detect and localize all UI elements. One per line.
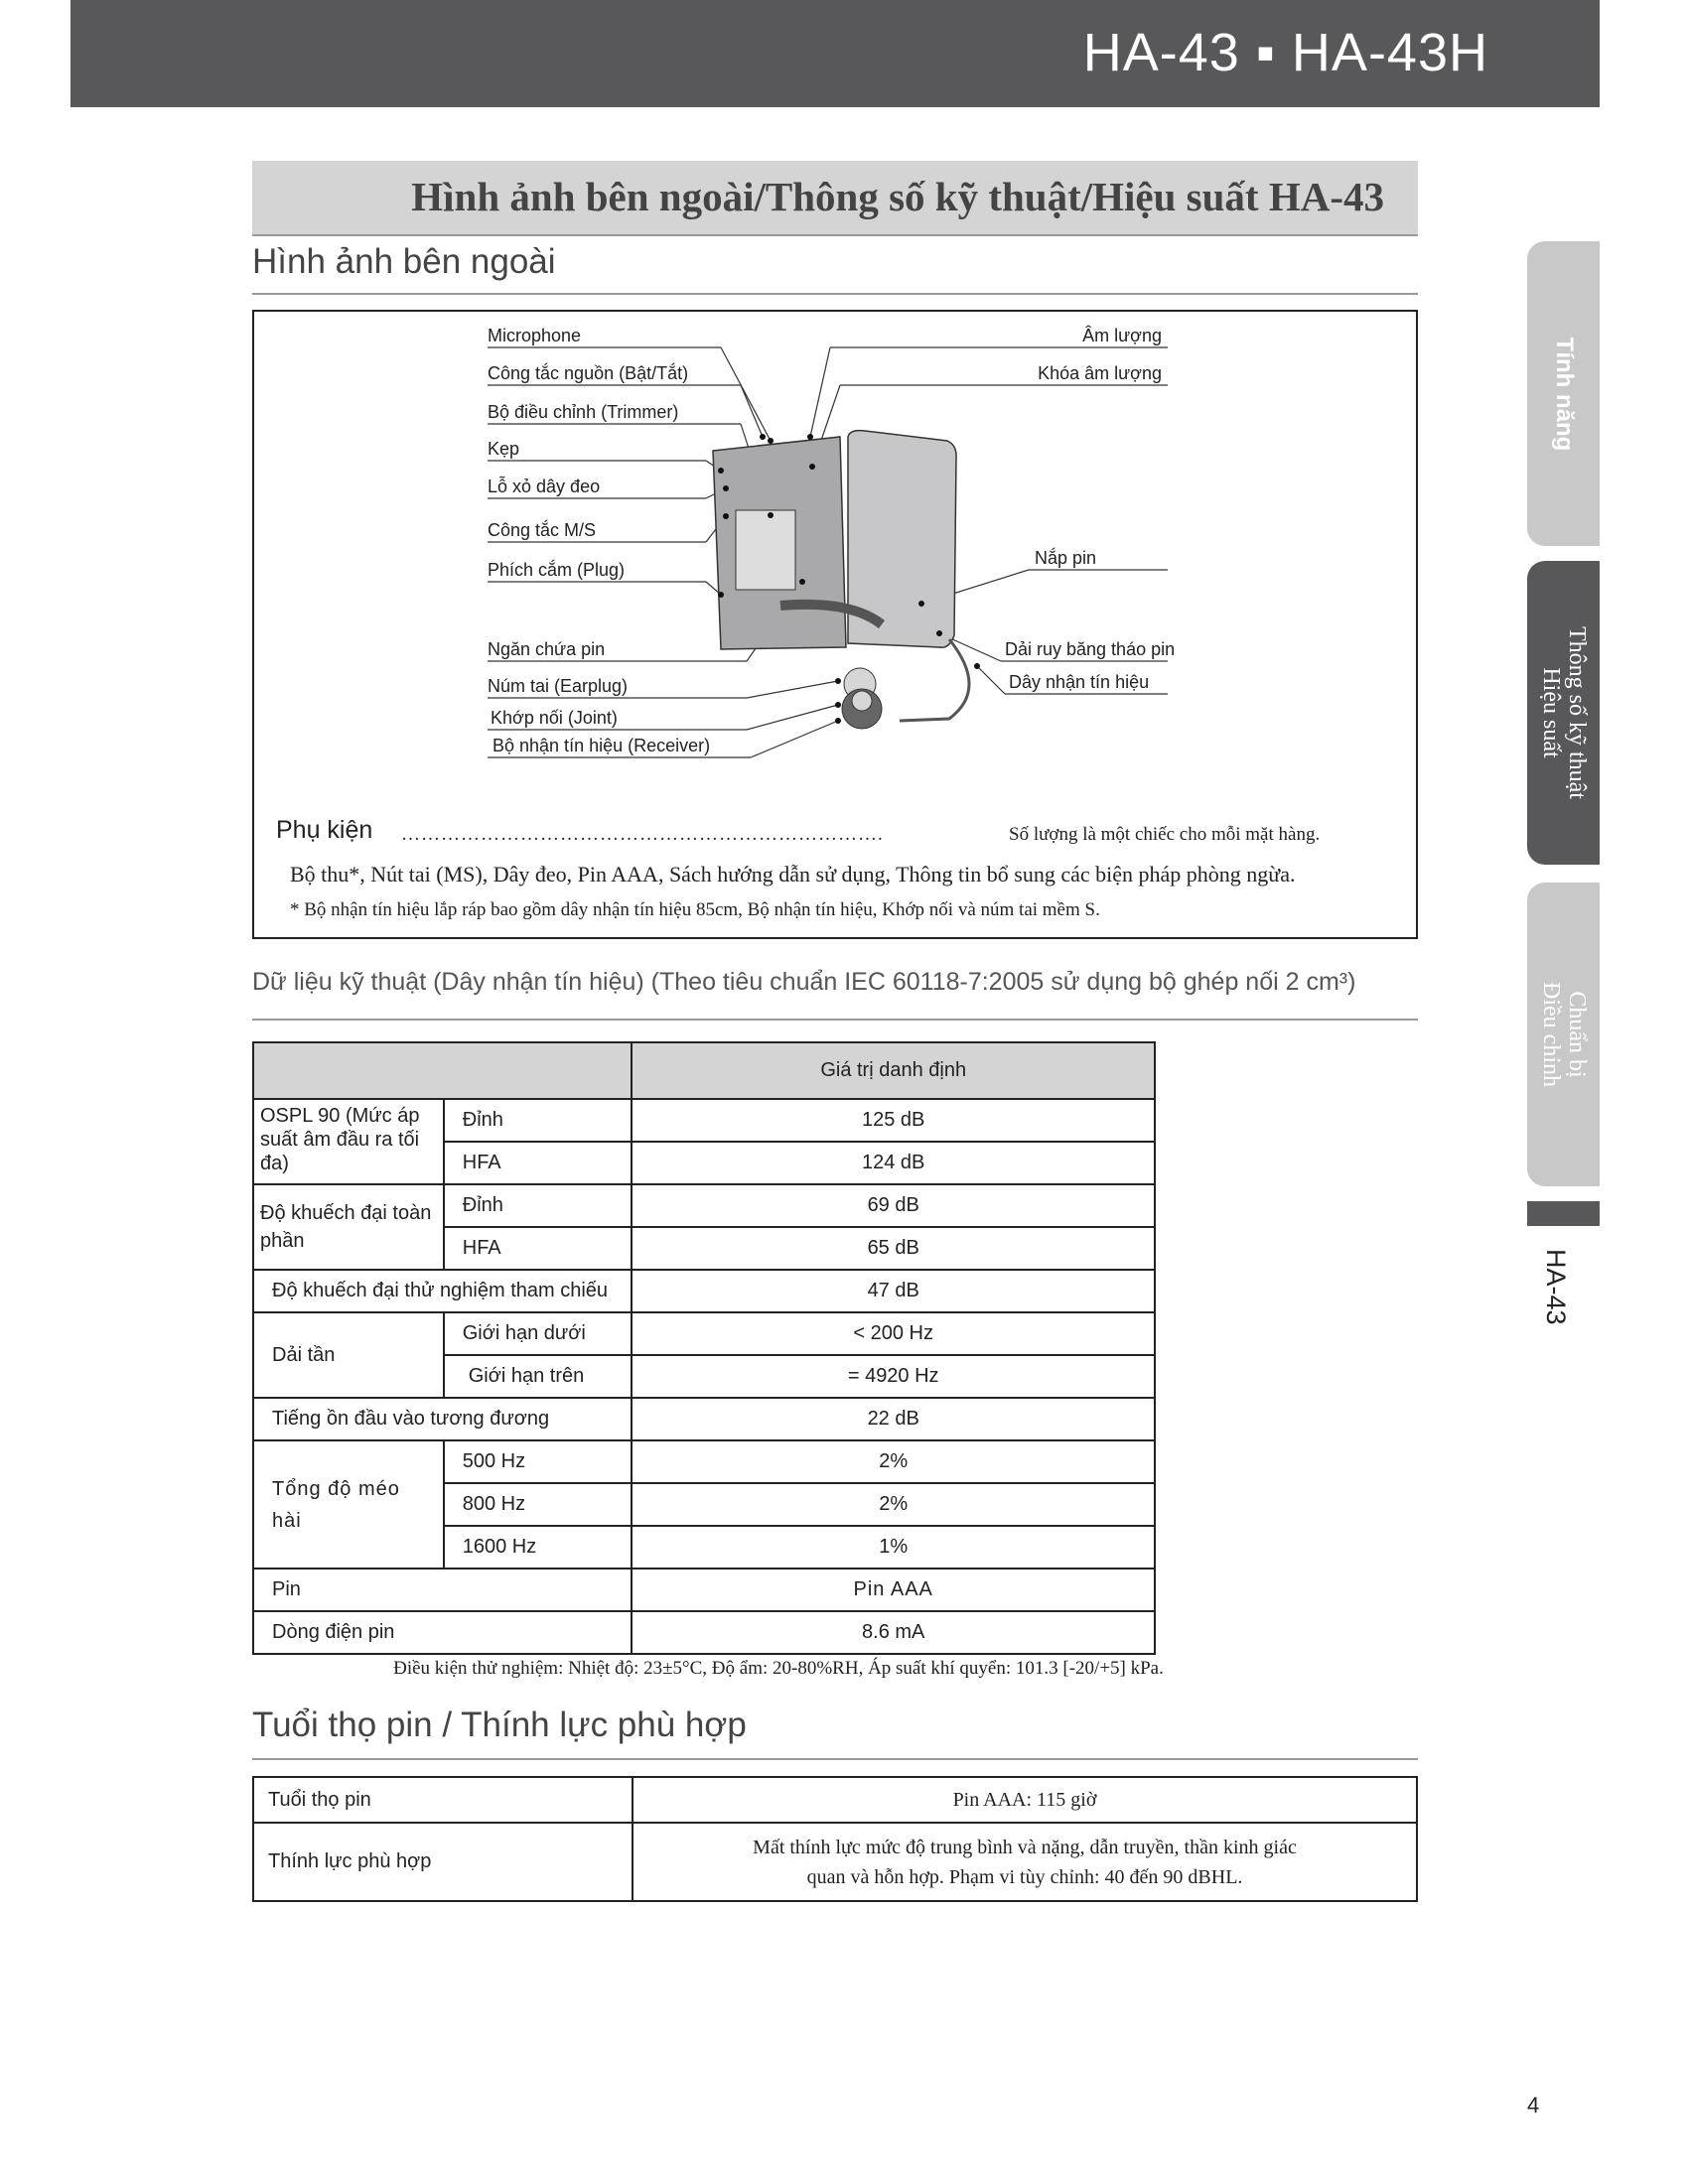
label-battery-cover: Nắp pin xyxy=(1035,548,1097,568)
divider xyxy=(252,293,1418,295)
battery-table xyxy=(252,1776,1418,1902)
table-row: Giới hạn trên = 4920 Hz xyxy=(253,1355,1155,1398)
accessories-note: * Bộ nhận tín hiệu lắp ráp bao gồm dây nhận tín hiệu 85cm, Bộ nhận tín hiệu, Khớp nối và núm tai mềm S. xyxy=(290,899,1100,920)
exterior-heading: Hình ảnh bên ngoài xyxy=(252,242,556,281)
col-header: Giá trị danh định xyxy=(632,1042,1155,1099)
label-microphone: Microphone xyxy=(488,326,582,345)
specs-heading: Dữ liệu kỹ thuật (Dây nhận tín hiệu) (Theo tiêu chuẩn IEC 60118-7:2005 sử dụng bộ ghép nối 2 cm³) xyxy=(252,968,1356,996)
page-number: 4 xyxy=(1527,2093,1540,2117)
table-row: Độ khuếch đại toàn phần Đỉnh 69 dB xyxy=(253,1184,1155,1227)
label-receiver-cord: Dây nhận tín hiệu xyxy=(1009,672,1150,692)
divider xyxy=(252,1019,1418,1021)
label-clip: Kẹp xyxy=(488,439,520,459)
label-earplug: Núm tai (Earplug) xyxy=(488,676,629,696)
label-trimmer: Bộ điều chỉnh (Trimmer) xyxy=(488,402,679,422)
table-row: Thính lực phù hợp Mất thính lực mức độ trung bình và nặng, dẫn truyền, thần kinh giác quan và hỗn hợp. Phạm vi tùy chỉnh: 40 đến 90 dBHL. xyxy=(253,1823,1417,1901)
table-header-row xyxy=(253,1042,1155,1099)
table-row: Tiếng ồn đầu vào tương đương 22 dB xyxy=(253,1398,1155,1440)
table-row: Tuổi thọ pin Pin AAA: 115 giờ xyxy=(253,1777,1417,1823)
table-row: 800 Hz 2% xyxy=(253,1483,1155,1526)
table-row: Dòng điện pin 8.6 mA xyxy=(253,1611,1155,1654)
label-strap-hole: Lỗ xỏ dây đeo xyxy=(488,477,601,496)
label-receiver: Bộ nhận tín hiệu (Receiver) xyxy=(492,736,711,755)
section-title-bar xyxy=(252,161,1418,236)
label-battery-ribbon: Dải ruy băng tháo pin xyxy=(1005,639,1176,659)
label-plug: Phích cắm (Plug) xyxy=(488,560,626,580)
label-volume-lock: Khóa âm lượng xyxy=(1038,363,1162,383)
side-tab-setup[interactable]: Chuẩn bị Điều chỉnh xyxy=(1527,883,1600,1186)
table-row: HFA 124 dB xyxy=(253,1142,1155,1184)
header-bar xyxy=(70,0,1600,107)
exterior-diagram xyxy=(252,310,1418,939)
model-label: HA-43 xyxy=(1541,1249,1571,1325)
model-marker-bar xyxy=(1527,1201,1600,1226)
accessories-qty: Số lượng là một chiếc cho mỗi mặt hàng. xyxy=(1009,824,1321,845)
table-row: Tổng độ méo hài 500 Hz 2% xyxy=(253,1440,1155,1483)
table-row: Pin Pin AAA xyxy=(253,1569,1155,1611)
battery-heading: Tuổi thọ pin / Thính lực phù hợp xyxy=(252,1706,747,1744)
label-battery-compartment: Ngăn chứa pin xyxy=(488,639,606,659)
table-row: HFA 65 dB xyxy=(253,1227,1155,1270)
table-row: OSPL 90 (Mức áp suất âm đầu ra tối đa) Đỉnh 125 dB xyxy=(253,1099,1155,1142)
table-row: 1600 Hz 1% xyxy=(253,1526,1155,1569)
accessories-label: Phụ kiện xyxy=(276,816,373,844)
trimmer-panel-shape xyxy=(736,510,795,590)
accessories-dots: ………………………………………………………………. xyxy=(401,824,884,845)
divider xyxy=(252,1758,1418,1760)
specs-table xyxy=(252,1041,1156,1655)
label-joint: Khớp nối (Joint) xyxy=(491,708,618,728)
table-row: Độ khuếch đại thử nghiệm tham chiếu 47 dB xyxy=(253,1270,1155,1312)
test-conditions-note: Điều kiện thử nghiệm: Nhiệt độ: 23±5°C, Độ ẩm: 20-80%RH, Áp suất khí quyển: 101.3 [-20/+5] kPa. xyxy=(393,1658,1164,1679)
side-tab-features[interactable]: Tính năng xyxy=(1527,241,1600,546)
table-row: Dải tần Giới hạn dưới < 200 Hz xyxy=(253,1312,1155,1355)
label-power-switch: Công tắc nguồn (Bật/Tắt) xyxy=(488,363,689,383)
label-ms-switch: Công tắc M/S xyxy=(488,520,597,540)
side-tab-specs[interactable]: Thông số kỹ thuật Hiệu suất xyxy=(1527,561,1600,865)
section-title: Hình ảnh bên ngoài/Thông số kỹ thuật/Hiệu suất HA-43 xyxy=(411,174,1384,219)
label-volume: Âm lượng xyxy=(1082,326,1162,345)
accessories-list: Bộ thu*, Nút tai (MS), Dây đeo, Pin AAA, Sách hướng dẫn sử dụng, Thông tin bổ sung các biện pháp phòng ngừa. xyxy=(290,862,1296,887)
header-title: HA-43 ▪ HA-43H xyxy=(1082,23,1488,82)
